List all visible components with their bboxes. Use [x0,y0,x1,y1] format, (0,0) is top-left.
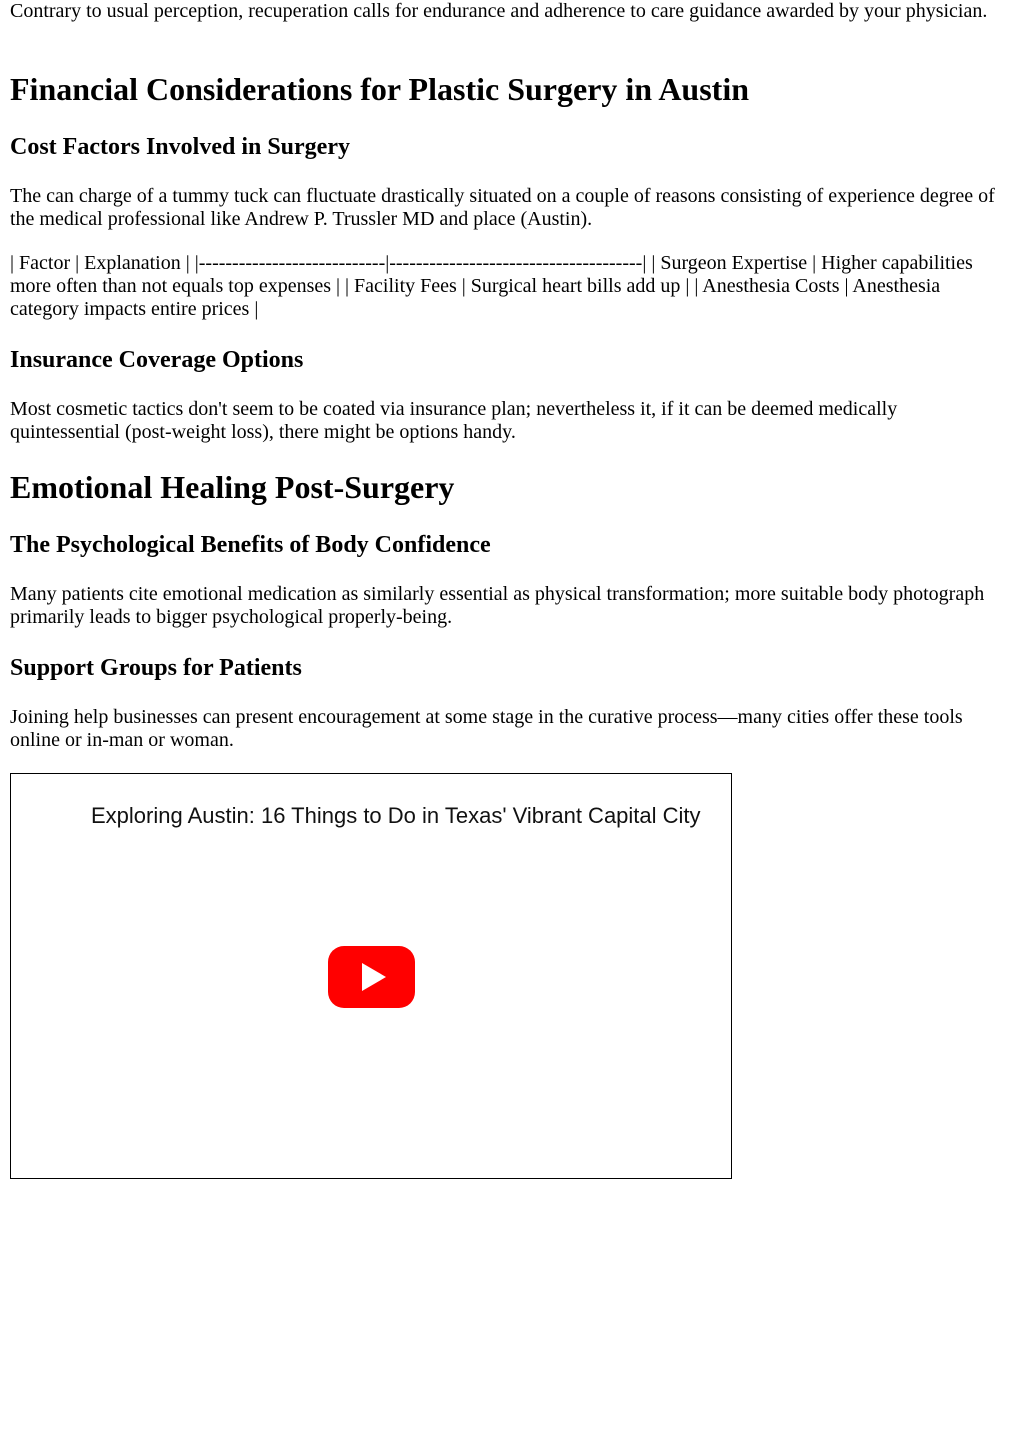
play-button[interactable] [328,946,415,1008]
video-title[interactable]: Exploring Austin: 16 Things to Do in Texas' Vibrant Capital City [91,803,701,828]
cost-factors-paragraph: The can charge of a tummy tuck can fluctuate drastically situated on a couple of reasons consisting of experience degree of the medical professional like Andrew P. Trussler MD and place (Austin). [10,185,995,230]
psychological-heading: The Psychological Benefits of Body Confidence [10,532,491,558]
insurance-paragraph: Most cosmetic tactics don't seem to be coated via insurance plan; nevertheless it, if it can be deemed medically quintessential (post-weight loss), there might be options handy. [10,398,898,443]
support-paragraph: Joining help businesses can present encouragement at some stage in the curative process—many cities offer these tools online or in-man or woman. [10,706,963,751]
intro-paragraph: Contrary to usual perception, recuperation calls for endurance and adherence to care guidance awarded by your physician. [10,0,988,22]
cost-factors-table-text: | Factor | Explanation | |----------------------------|--------------------------------------| | Surgeon Expertise | Higher capabilities more often than not equals top expenses | | Facility Fees | Surgical heart bills add up | | Anesthesia Costs | Anesthesia category impacts entire prices | [10,252,973,320]
cost-factors-heading: Cost Factors Involved in Surgery [10,134,350,160]
youtube-video-embed[interactable] [10,773,732,1179]
emotional-heading: Emotional Healing Post-Surgery [10,469,455,505]
psychological-paragraph: Many patients cite emotional medication as similarly essential as physical transformation; more suitable body photograph primarily leads to bigger psychological properly-being. [10,583,985,628]
youtube-play-icon[interactable] [328,946,415,1008]
support-heading: Support Groups for Patients [10,655,302,681]
financial-heading: Financial Considerations for Plastic Surgery in Austin [10,71,750,107]
insurance-heading: Insurance Coverage Options [10,347,304,373]
